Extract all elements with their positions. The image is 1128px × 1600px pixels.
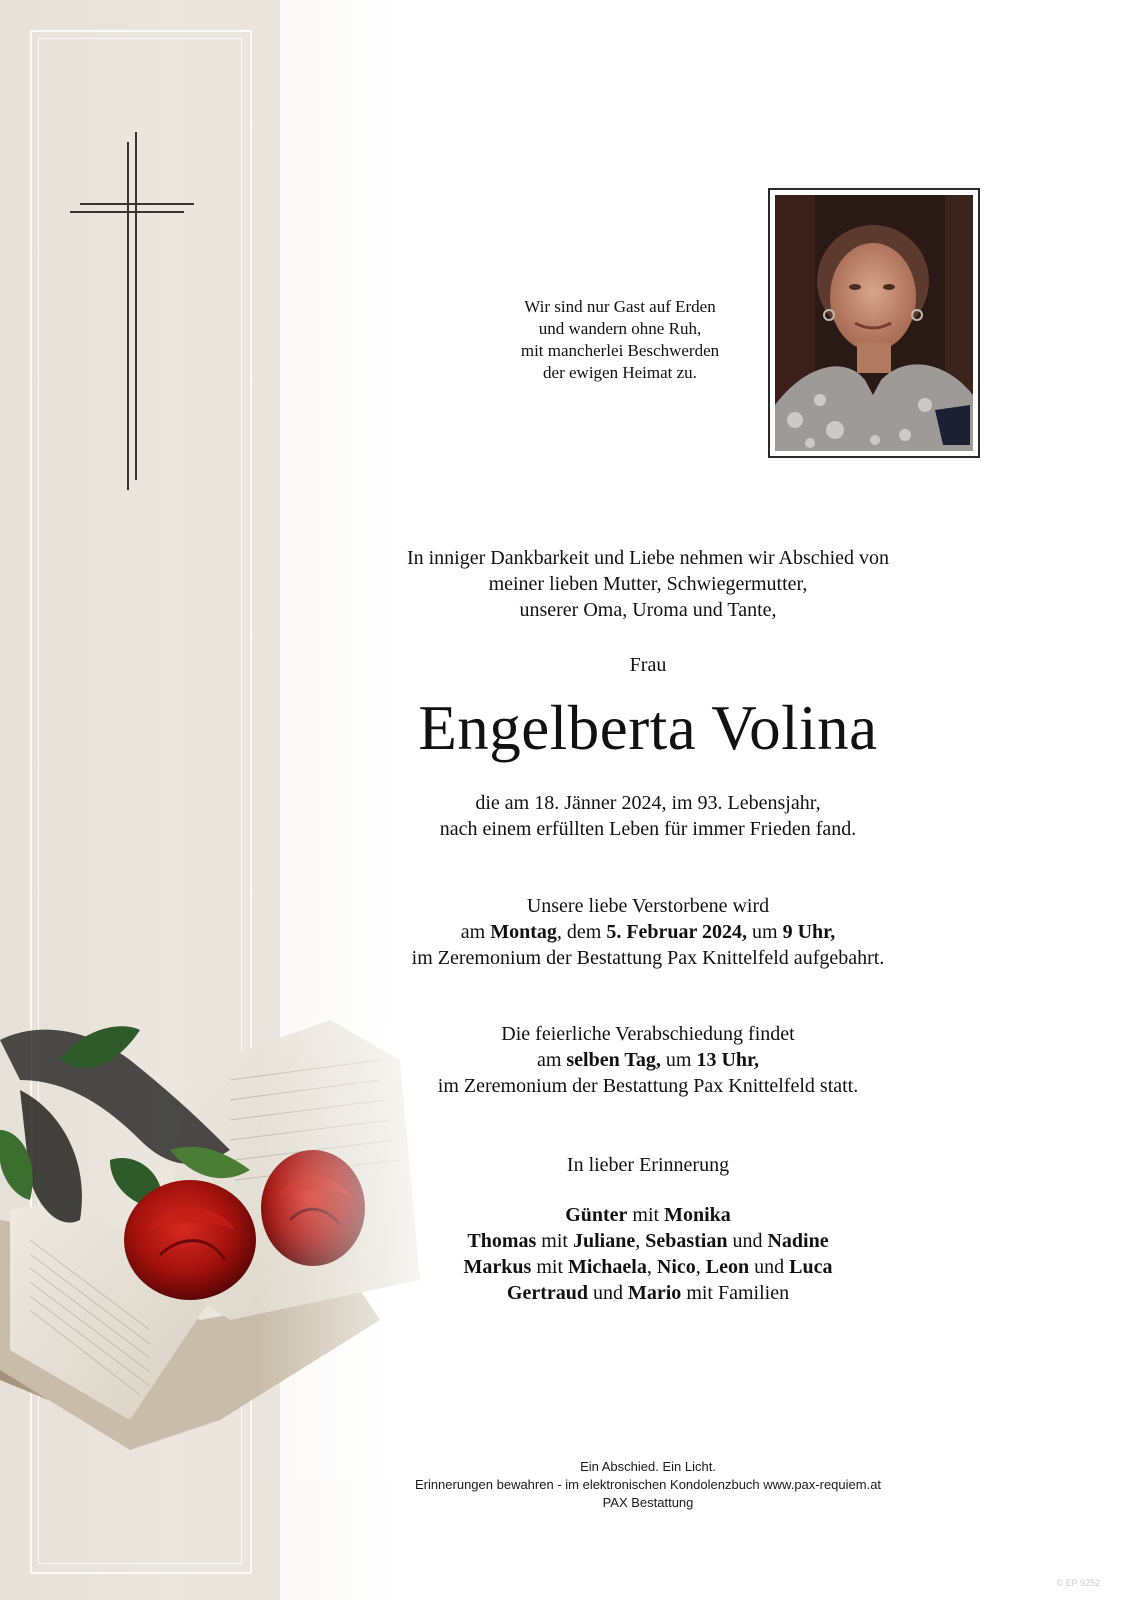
death-notice xyxy=(348,790,948,842)
portrait-photo xyxy=(775,195,973,451)
portrait-frame xyxy=(768,188,980,458)
deceased-name: Engelberta Volina xyxy=(418,693,878,763)
footer-line: Erinnerungen bewahren - im elektronischen Kondolenzbuch www.pax-requiem.at xyxy=(414,1477,882,1492)
intro-line: meiner lieben Mutter, Schwiegermutter, xyxy=(488,573,808,595)
text-segment: , xyxy=(635,1230,646,1252)
poem-line: der ewigen Heimat zu. xyxy=(543,363,697,382)
intro-line: unserer Oma, Uroma und Tante, xyxy=(519,599,777,621)
poem-line: Wir sind nur Gast auf Erden xyxy=(524,297,716,316)
salutation: Frau xyxy=(629,654,667,676)
text-segment: , xyxy=(695,1256,706,1278)
bold-text: Montag xyxy=(490,921,557,943)
text-segment: und xyxy=(749,1256,790,1278)
text-segment: mit xyxy=(627,1204,665,1226)
cross-icon xyxy=(66,130,198,500)
viewing-info xyxy=(348,893,948,971)
viewing-line xyxy=(348,919,948,945)
text-segment: um xyxy=(747,921,783,943)
bold-text: Mario xyxy=(628,1282,682,1304)
bold-text: 5. Februar 2024, xyxy=(606,921,748,943)
text-segment: mit xyxy=(536,1230,573,1252)
viewing-line: Unsere liebe Verstorbene wird xyxy=(526,895,770,917)
intro-line: In inniger Dankbarkeit und Liebe nehmen wir Abschied von xyxy=(406,547,890,569)
bold-text: 13 Uhr, xyxy=(696,1049,760,1071)
intro-text xyxy=(348,545,948,623)
bold-text: Luca xyxy=(789,1256,833,1278)
mourners-line xyxy=(348,1202,948,1228)
bold-text: Nadine xyxy=(767,1230,829,1252)
bold-text: Gertraud xyxy=(506,1282,588,1304)
poem xyxy=(470,296,770,384)
text-segment: am xyxy=(460,921,491,943)
footer-line: PAX Bestattung xyxy=(602,1495,694,1510)
text-segment: am xyxy=(536,1049,567,1071)
poem-line: mit mancherlei Beschwerden xyxy=(520,341,720,360)
bold-text: selben Tag, xyxy=(566,1049,661,1071)
bold-text: Nico xyxy=(656,1256,696,1278)
remembrance-heading: In lieber Erinnerung xyxy=(566,1154,730,1176)
mourners-list xyxy=(348,1202,948,1306)
bold-text: Günter xyxy=(565,1204,628,1226)
mourners-line xyxy=(348,1228,948,1254)
text-segment: mit xyxy=(531,1256,568,1278)
bold-text: Sebastian xyxy=(645,1230,728,1252)
bold-text: Monika xyxy=(664,1204,731,1226)
bold-text: Thomas xyxy=(467,1230,537,1252)
death-notice-line: die am 18. Jänner 2024, im 93. Lebensjahr, xyxy=(475,792,821,814)
mourners-line xyxy=(348,1254,948,1280)
viewing-line: im Zeremonium der Bestattung Pax Knittelfeld aufgebahrt. xyxy=(411,947,885,969)
text-segment: , dem xyxy=(556,921,607,943)
bold-text: 9 Uhr, xyxy=(782,921,836,943)
farewell-line xyxy=(348,1047,948,1073)
bold-text: Markus xyxy=(463,1256,532,1278)
farewell-info xyxy=(348,1021,948,1099)
bold-text: Juliane xyxy=(572,1230,636,1252)
text-segment: und xyxy=(727,1230,768,1252)
text-segment: und xyxy=(588,1282,628,1304)
death-notice-line: nach einem erfüllten Leben für immer Frieden fand. xyxy=(439,818,857,840)
poem-line: und wandern ohne Ruh, xyxy=(538,319,702,338)
farewell-line: Die feierliche Verabschiedung findet xyxy=(501,1023,795,1045)
text-segment: , xyxy=(646,1256,657,1278)
text-segment: um xyxy=(660,1049,697,1071)
footer xyxy=(348,1458,948,1512)
text-segment: mit Familien xyxy=(681,1282,790,1304)
footer-line: Ein Abschied. Ein Licht. xyxy=(580,1459,716,1474)
mourners-line xyxy=(348,1280,948,1306)
farewell-line: im Zeremonium der Bestattung Pax Knittelfeld statt. xyxy=(437,1075,859,1097)
bold-text: Leon xyxy=(705,1256,750,1278)
template-code: © EP 9252 xyxy=(1056,1578,1100,1588)
bold-text: Michaela xyxy=(568,1256,647,1278)
